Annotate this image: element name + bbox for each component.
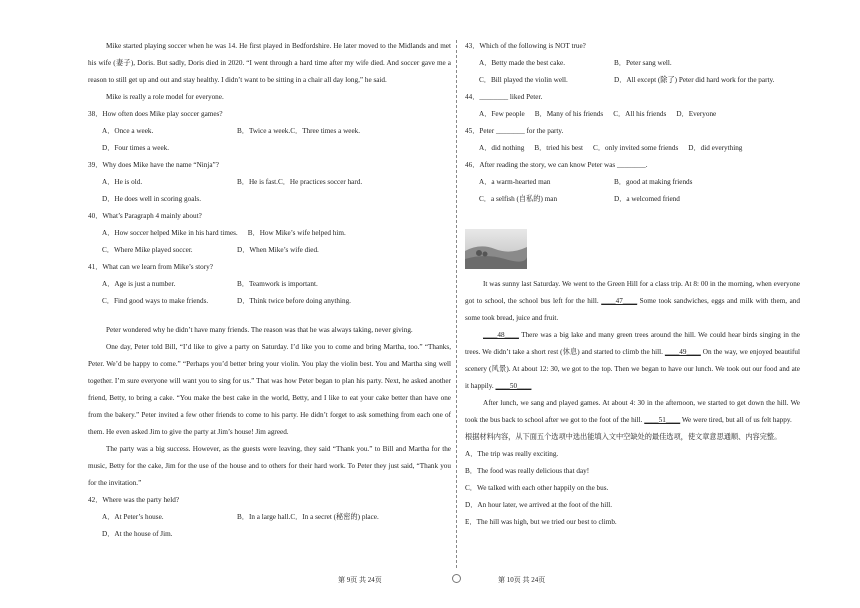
question-39: 39．Why does Mike have the name “Ninja”? <box>88 161 219 169</box>
option-42d: D．At the house of Jim. <box>102 530 173 538</box>
option-45c: C．only invited some friends <box>593 144 679 152</box>
options-44 <box>465 106 800 123</box>
question-46: 46．After reading the story, we can know Peter was ________. <box>465 161 648 169</box>
choice-d: D．An hour later, we arrived at the foot of the hill. <box>465 501 613 509</box>
option-40b: B．How Mike’s wife helped him. <box>247 229 346 237</box>
blank-49: ____49____ <box>664 348 701 356</box>
option-38c: C．Three times a week. <box>290 127 361 135</box>
passage-peter-p1: Peter wondered why he didn’t have many friends. The reason was that he was always taking, never giving. <box>106 326 413 334</box>
option-44c: C．All his friends <box>613 110 667 118</box>
option-38d: D．Four times a week. <box>102 144 170 152</box>
question-44: 44．________ liked Peter. <box>465 93 543 101</box>
option-41a: A．Age is just a number. <box>102 280 176 288</box>
circle-icon <box>452 574 461 583</box>
options-46 <box>465 174 800 208</box>
question-41: 41．What can we learn from Mike’s story? <box>88 263 213 271</box>
blank-47: ____47____ <box>601 297 638 305</box>
option-41c: C．Find good ways to make friends. <box>102 297 209 305</box>
options-45 <box>465 140 800 157</box>
option-45d: D．did everything <box>688 144 743 152</box>
passage-mike-p2: Mike is really a role model for everyone. <box>106 93 224 101</box>
option-44a: A．Few people <box>479 110 525 118</box>
page-number-left: 第 9页 共 24页 <box>338 576 382 584</box>
trip-paragraph-3: After lunch, we sang and played games. At about 4: 30 in the afternoon, we started to get down the hill. We took the bus back to school after we got to the foot of the hill. ____51____ We were tired, but all of us felt happy. <box>465 399 800 424</box>
choice-b: B．The food was really delicious that day! <box>465 467 590 475</box>
hill-illustration-icon <box>465 229 527 269</box>
passage-mike-p1: Mike started playing soccer when he was 14. He first played in Bedfordshire. He later moved to the Midlands and met his wife (妻子), Doris. But sadly, Doris died in 2020. “I went through a hard time after my wife died. And soccer gave me a reason to still get up and out and stay healthy. I didn’t want to be sitting in a chair all day long,” he said. <box>88 42 451 84</box>
question-38: 38．How often does Mike play soccer games? <box>88 110 223 118</box>
choice-e: E．The hill was high, but we tried our best to climb. <box>465 518 617 526</box>
option-43b: B．Peter sang well. <box>614 59 672 67</box>
question-43: 43．Which of the following is NOT true? <box>465 42 586 50</box>
column-divider <box>456 40 457 568</box>
blank-48: ____48____ <box>483 331 519 339</box>
option-39c: C．He practices soccer hard. <box>277 178 363 186</box>
question-40: 40．What’s Paragraph 4 mainly about? <box>88 212 202 220</box>
trip-paragraph-1: It was sunny last Saturday. We went to the Green Hill for a class trip. At 8: 00 in the morning, when everyone got to school, the school bus left for the hill. ____47____ Some took sandwiches, eggs and milk with them, and some took bread, juice and fruit. <box>465 280 800 322</box>
option-40c: C．Where Mike played soccer. <box>102 246 193 254</box>
left-column <box>88 38 451 543</box>
options-40 <box>88 225 451 259</box>
option-38b: B．Twice a week. <box>237 127 291 135</box>
option-46d: D．a welcomed friend <box>614 195 680 203</box>
blank-51: ____51____ <box>644 416 681 424</box>
right-column <box>465 38 800 531</box>
trip-paragraph-2: ____48____ There was a big lake and many green trees around the hill. We could hear birds singing in the trees. We didn’t take a short rest (休息) and started to climb the hill. ____49____ On the way, we enjoyed beautiful scenery (风景). At about 12: 30, we got to the top. Then we began to have our lunch. We took out our food and ate it happily. ____50____ <box>465 331 800 390</box>
choice-a: A．The trip was really exciting. <box>465 450 559 458</box>
page-number-right: 第 10页 共 24页 <box>498 576 546 584</box>
options-42 <box>88 509 451 543</box>
option-46c: C．a selfish (自私的) man <box>479 195 558 203</box>
option-44d: D．Everyone <box>676 110 717 118</box>
option-41b: B．Teamwork is important. <box>237 280 318 288</box>
option-43c: C．Bill played the violin well. <box>479 76 568 84</box>
blank-50: ____50____ <box>495 382 532 390</box>
option-41d: D．Think twice before doing anything. <box>237 297 351 305</box>
option-39d: D．He does well in scoring goals. <box>102 195 202 203</box>
instructions: 根据材料内容，从下面五个选项中选出能填入文中空缺处的最佳选项，使文章意思通顺、内容完整。 <box>465 433 782 441</box>
option-42b: B．In a large hall. <box>237 513 291 521</box>
option-40d: D．When Mike’s wife died. <box>237 246 319 254</box>
option-44b: B．Many of his friends <box>534 110 604 118</box>
option-39b: B．He is fast. <box>237 178 278 186</box>
passage-peter-p2: One day, Peter told Bill, “I’d like to give a party on Saturday. I’d like you to come and bring Martha, too.” “Thanks, Peter. We’d be happy to come.” “Perhaps you’d better bring your violin. You play the violin best. You and Martha sing well together. I’m sure everyone will want you to sing for us.” That was how Peter began to plan his party. Next, he asked another friend, Betty, to bring a cake. “You make the best cake in the world, Betty, and I like to eat your cake better than have one from the bakery.” Peter invited a few other friends to come to his party. He didn’t forget to ask something from each one of them. He even asked Jim to give the party at Jim’s house! Jim agreed. <box>88 343 451 436</box>
option-43d: D．All except (除了) Peter did hard work for the party. <box>614 76 775 84</box>
options-38 <box>88 123 451 157</box>
question-45: 45．Peter ________ for the party. <box>465 127 564 135</box>
passage-peter-p3: The party was a big success. However, as the guests were leaving, they said “Thank you.” to Bill and Martha for the music, Betty for the cake, Jim for the use of the house and to others for their hard work. To Peter they just said, “Thank you for the invitation.” <box>88 445 451 487</box>
option-40a: A．How soccer helped Mike in his hard times. <box>102 229 238 237</box>
question-42: 42．Where was the party held? <box>88 496 180 504</box>
option-39a: A．He is old. <box>102 178 143 186</box>
options-39 <box>88 174 451 208</box>
option-45b: B．tried his best <box>534 144 584 152</box>
option-38a: A．Once a week. <box>102 127 154 135</box>
options-41 <box>88 276 451 310</box>
hill-image <box>465 229 527 269</box>
choice-c: C．We talked with each other happily on the bus. <box>465 484 609 492</box>
option-46b: B．good at making friends <box>614 178 693 186</box>
option-42c: C．In a secret (秘密的) place. <box>290 513 379 521</box>
option-45a: A．did nothing <box>479 144 525 152</box>
options-43 <box>465 55 800 89</box>
option-42a: A．At Peter’s house. <box>102 513 164 521</box>
option-43a: A．Betty made the best cake. <box>479 59 566 67</box>
option-46a: A．a warm-hearted man <box>479 178 551 186</box>
